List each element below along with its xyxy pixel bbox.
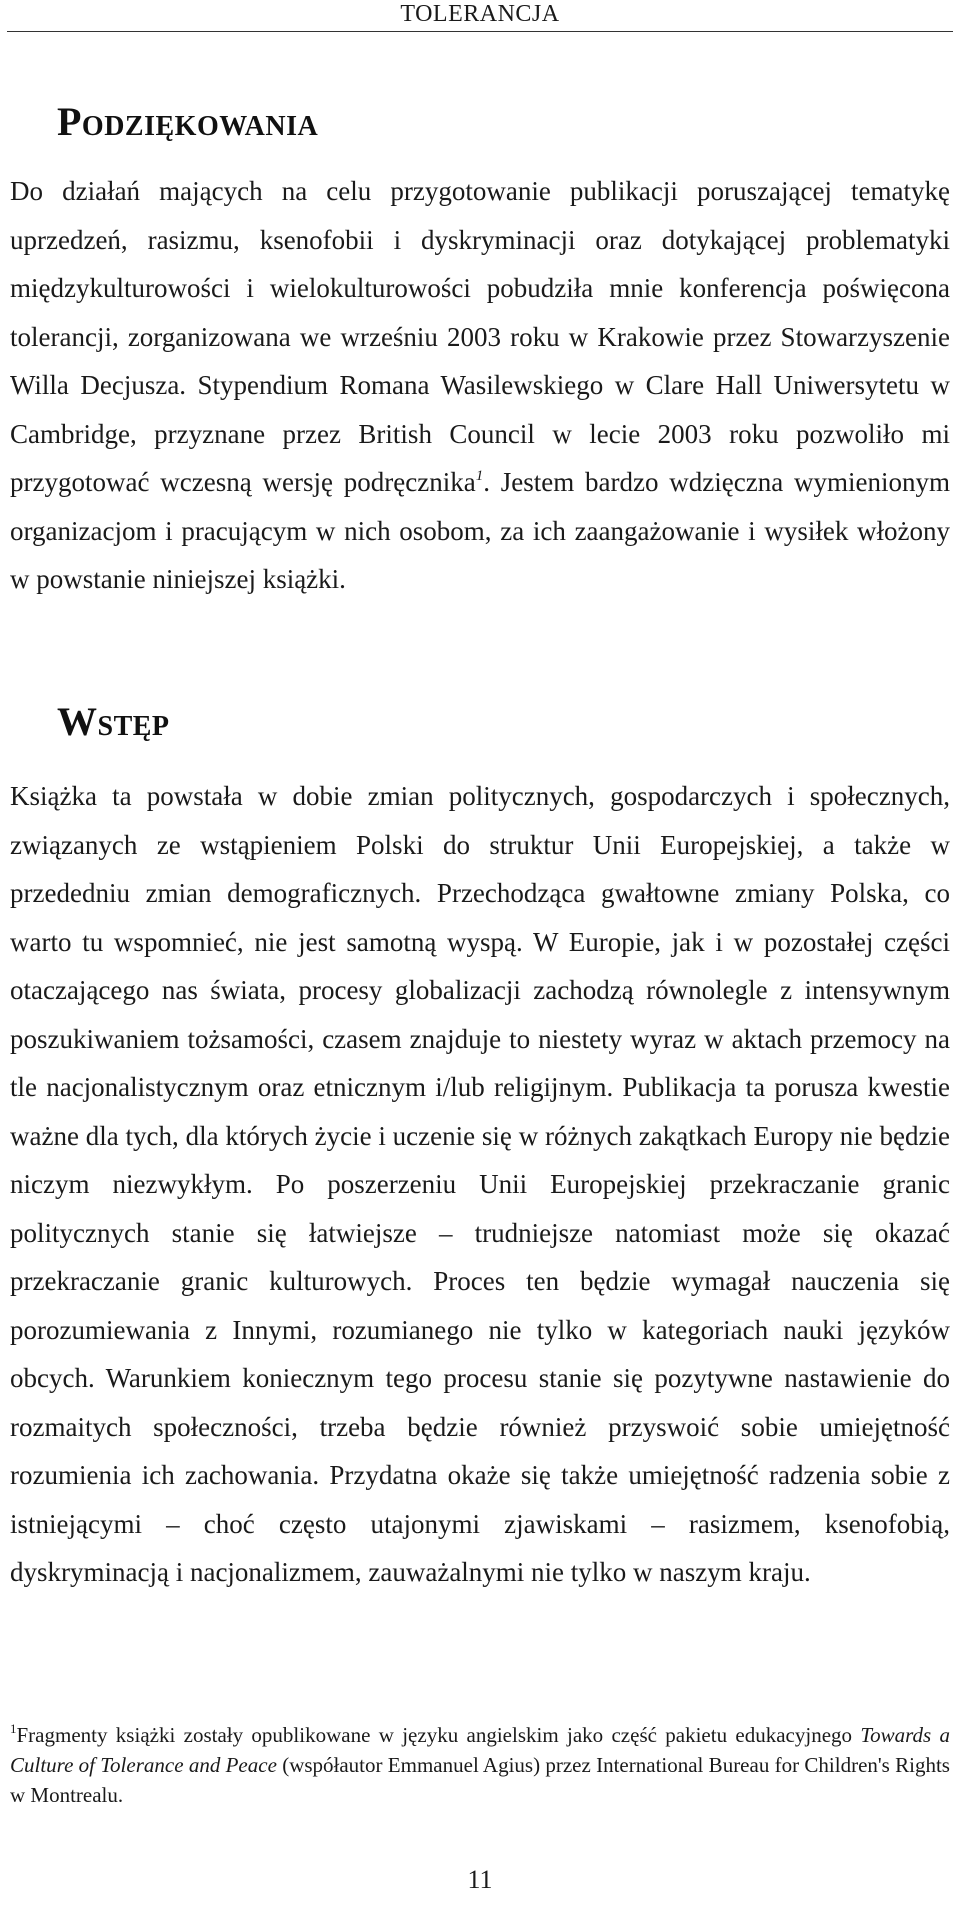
- footnote-text-part1: Fragmenty książki zostały opublikowane w języku angielskim jako część pakietu edukacyjnego: [16, 1723, 861, 1747]
- section-title-podziekowania: Podziękowania: [57, 99, 319, 144]
- acknowledgements-text-part1: Do działań mających na celu przygotowanie publikacji poruszającej tematykę uprzedzeń, rasizmu, ksenofobii i dyskryminacji oraz dotykającej problematyki międzykulturowości i wielokulturowości pobudziła mnie konferencja poświęcona tolerancji, zorganizowana we wrześniu 2003 roku w Krakowie przez Stowarzyszenie Willa Decjusza. Stypendium Romana Wasilewskiego w Clare Hall Uniwersytetu w Cambridge, przyznane przez British Council w lecie 2003 roku pozwoliło mi przygotować wczesną wersję podręcznika: [10, 176, 950, 497]
- introduction-paragraph: Książka ta powstała w dobie zmian politycznych, gospodarczych i społecznych, związanych ze wstąpieniem Polski do struktur Unii Europejskiej, a także w przededniu zmian demograficznych. Przechodząca gwałtowne zmiany Polska, co warto tu wspomnieć, nie jest samotną wyspą. W Europie, jak i w pozostałej części otaczającego nas świata, procesy globalizacji zachodzą równolegle z intensywnym poszukiwaniem tożsamości, czasem znajduje to niestety wyraz w aktach przemocy na tle nacjonalistycznym oraz etnicznym i/lub religijnym. Publikacja ta porusza kwestie ważne dla tych, dla których życie i uczenie się w różnych zakątkach Europy nie będzie niczym niezwykłym. Po poszerzeniu Unii Europejskiej przekraczanie granic politycznych stanie się łatwiejsze – trudniejsze natomiast może się okazać przekraczanie granic kulturowych. Proces ten będzie wymagał nauczenia się porozumiewania z Innymi, rozumianego nie tylko w kategoriach nauki języków obcych. Warunkiem koniecznym tego procesu stanie się pozytywne nastawienie do rozmaitych społeczności, trzeba będzie również przyswoić sobie umiejętność rozumienia ich zachowania. Przydatna okaże się także umiejętność radzenia sobie z istniejącymi – choć często utajonymi zjawiskami – rasizmem, ksenofobią, dyskryminacją i nacjonalizmem, zauważalnymi nie tylko w naszym kraju.: [10, 781, 950, 1587]
- section-title-wstep: Wstęp: [57, 699, 170, 744]
- header-rule: [7, 31, 953, 32]
- acknowledgements-text-part2: . Jestem bardzo wdzięczna wymienionym organizacjom i pracującym w nich osobom, za ich zaangażowanie i wysiłek włożony w powstanie niniejszej książki.: [10, 467, 950, 594]
- footnote-text-part2: (współautor Emmanuel Agius) przez International Bureau for Children's Rights w Montrealu.: [10, 1753, 950, 1807]
- footnote-marker: 1: [10, 1721, 17, 1736]
- footnote-book-title: Towards a Culture of Tolerance and Peace: [10, 1723, 950, 1777]
- footnote: [10, 1720, 950, 1810]
- running-header: TOLERANCJA: [400, 1, 560, 27]
- footnote-reference[interactable]: 1: [475, 468, 484, 484]
- acknowledgements-paragraph: [10, 167, 950, 604]
- page-number: 11: [467, 1865, 493, 1894]
